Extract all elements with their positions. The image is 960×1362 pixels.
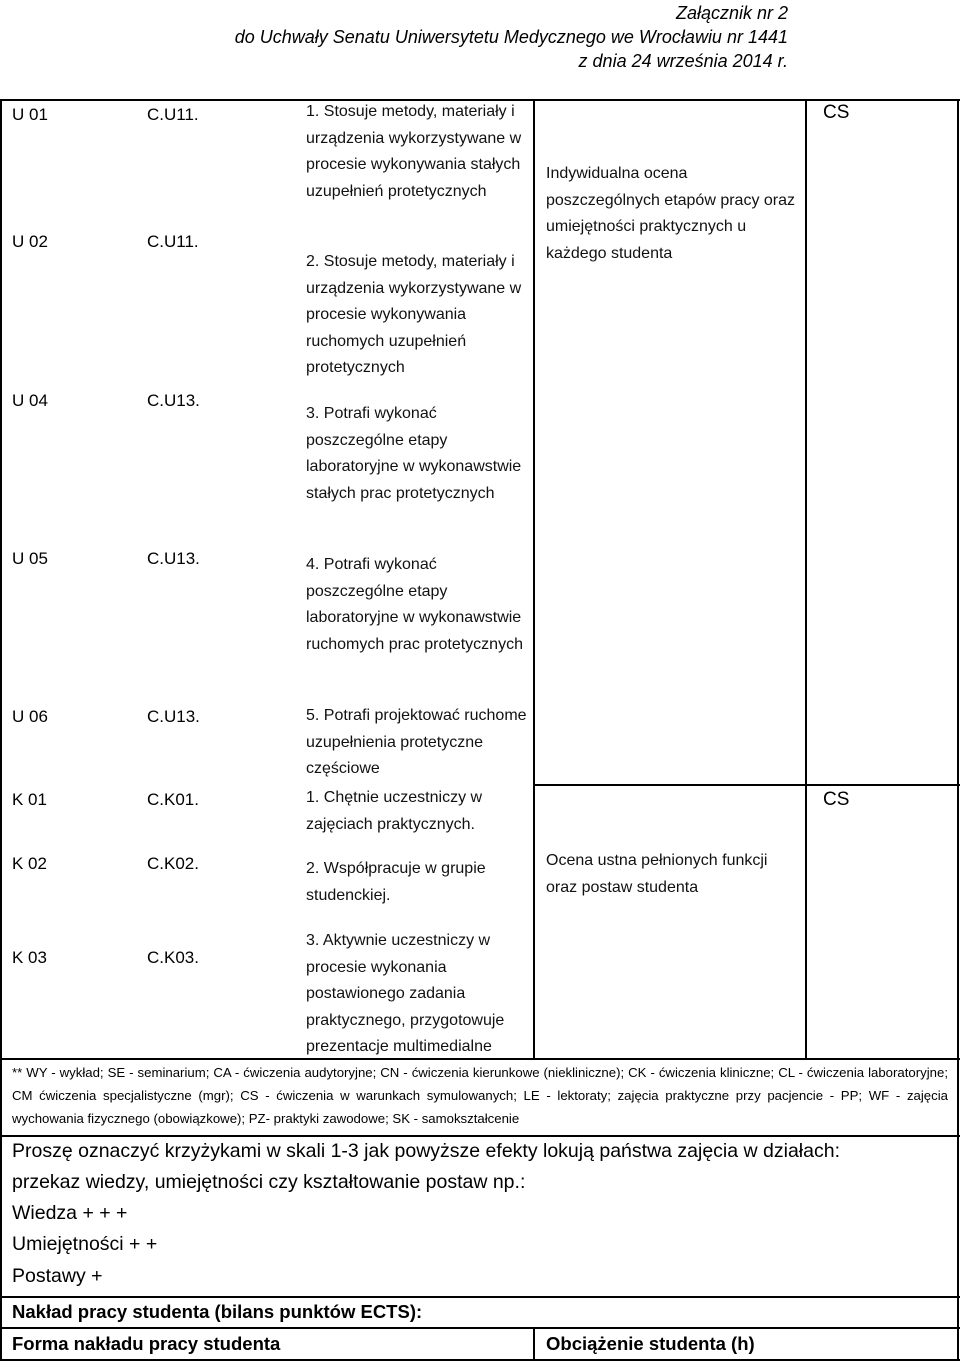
skill-description: 1. Stosuje metody, materiały i urządzenia wykorzystywane w procesie wykonywania stałych uzupełnień protetycznych [306,103,522,200]
form-legend-note: ** WY - wykład; SE - seminarium; CA - ćwiczenia audytoryjne; CN - ćwiczenia kierunkowe (niekliniczne); CK - ćwiczenia kliniczne; CL - ćwiczenia laboratoryjne; CM ćwiczenia specjalistyczne (mgr); CS - ćwiczenia w warunkach symulowanych; LE - lektoraty; zajęcia praktyczne przy pacjencie - PP; WF - zajęcia wychowania fizycznego (obowiązkowe); PZ- praktyki zawodowe; SK - samokształcenie [12,1065,948,1126]
competence-description: 3. Aktywnie uczestniczy w procesie wykonania postawionego zadania praktycznego, przygotowuje prezentacje multimedialne [306,932,505,1055]
skill-ref: C.U11. [147,105,199,124]
skill-description: 5. Potrafi projektować ruchome uzupełnienia protetyczne częściowe [306,707,527,777]
skill-ref: C.U13. [147,707,200,726]
row-divider-skills-competences [533,784,960,786]
competence-code: K 03 [12,948,47,967]
competence-description: 1. Chętnie uczestniczy w zajęciach praktycznych. [306,789,483,833]
example-attitudes: Postawy + [12,1265,103,1287]
skills-form: CS [823,102,850,123]
skill-code: U 01 [12,105,48,124]
workload-column-form: Forma nakładu pracy studenta [12,1333,281,1354]
competences-assessment-method: Ocena ustna pełnionych funkcji oraz postaw studenta [546,852,768,896]
example-knowledge: Wiedza + + + [12,1202,128,1224]
skill-ref: C.U13. [147,391,200,410]
skill-code: U 05 [12,549,48,568]
skill-ref: C.U11. [147,232,199,251]
competence-code: K 02 [12,854,47,873]
competence-description: 2. Współpracuje w grupie studenckiej. [306,860,486,904]
example-skills: Umiejętności + + [12,1233,158,1255]
table-border-right [957,99,959,1361]
instructions-line-1: Proszę oznaczyć krzyżykami w skali 1-3 jak powyższe efekty lokują państwa zajęcia w działach: [12,1140,840,1162]
skill-code: U 06 [12,707,48,726]
column-divider-method [533,99,535,1059]
table-border-left [0,99,2,1361]
workload-header-border-bottom [0,1359,960,1361]
competence-ref: C.K03. [147,948,199,967]
competences-form: CS [823,789,850,810]
header-line-3: z dnia 24 września 2014 r. [578,51,788,71]
instructions-line-2: przekaz wiedzy, umiejętności czy kształtowanie postaw np.: [12,1171,526,1193]
workload-title: Nakład pracy studenta (bilans punktów ECTS): [12,1301,423,1322]
skill-code: U 04 [12,391,48,410]
header-line-1: Załącznik nr 2 [675,3,788,23]
skill-ref: C.U13. [147,549,200,568]
skill-code: U 02 [12,232,48,251]
header-line-2: do Uchwały Senatu Uniwersytetu Medycznego we Wrocławiu nr 1441 [234,27,788,47]
workload-column-divider [533,1327,535,1360]
skill-description: 3. Potrafi wykonać poszczególne etapy laboratoryjne w wykonawstwie stałych prac protetycznych [306,405,522,502]
skills-assessment-method: Indywidualna ocena poszczególnych etapów pracy oraz umiejętności praktycznych u każdego studenta [546,165,796,262]
skill-description: 4. Potrafi wykonać poszczególne etapy laboratoryjne w wykonawstwie ruchomych prac protetycznych [306,556,523,653]
workload-column-hours: Obciążenie studenta (h) [546,1333,755,1354]
competence-ref: C.K02. [147,854,199,873]
competence-ref: C.K01. [147,790,199,809]
skill-description: 2. Stosuje metody, materiały i urządzenia wykorzystywane w procesie wykonywania ruchomych uzupełnień protetycznych [306,253,522,376]
column-divider-form [805,99,807,1059]
competence-code: K 01 [12,790,47,809]
